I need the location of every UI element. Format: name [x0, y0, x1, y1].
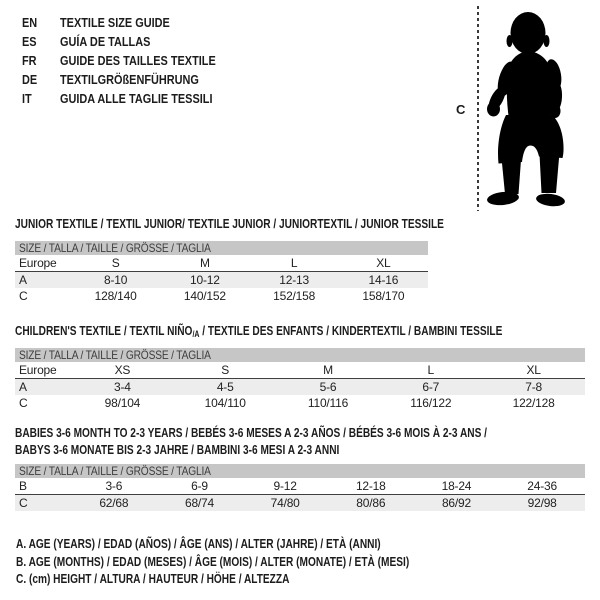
language-code: FR	[22, 53, 37, 68]
language-label: TEXTILE SIZE GUIDE	[60, 15, 170, 30]
size-cell: 104/110	[204, 396, 246, 410]
table-row	[15, 379, 585, 396]
table-row	[15, 495, 585, 512]
language-item-de	[22, 70, 245, 89]
row-label: B	[15, 478, 71, 495]
language-code: ES	[22, 34, 37, 49]
size-cell: 74/80	[242, 495, 328, 512]
childrens-textile-heading: CHILDREN'S TEXTILE / TEXTIL $NIÑO_{/A}$ / TEXTILE DES ENFANTS / KINDERTEXTIL / BAMBINI TESSILE	[15, 323, 503, 339]
size-cell: 92/98	[499, 495, 585, 512]
language-item-es	[22, 32, 245, 51]
junior-size-table	[15, 241, 428, 304]
footnote-a: A. AGE (YEARS) / EDAD (AÑOS) / ÂGE (ANS) / ALTER (JAHRE) / ETÀ (ANNI)	[16, 536, 381, 551]
language-item-fr	[22, 51, 245, 70]
row-label: A	[15, 379, 71, 396]
size-cell: 6-7	[379, 379, 482, 396]
size-cell: 86/92	[414, 495, 500, 512]
language-item-en	[22, 13, 245, 32]
size-cell: XL	[339, 255, 428, 272]
size-cell: 8-10	[71, 272, 160, 289]
row-label: Europe	[15, 255, 71, 272]
size-cell: 12-13	[250, 272, 339, 289]
footnote-c: C. (cm) HEIGHT / ALTURA / HAUTEUR / HÖHE / ALTEZZA	[16, 571, 290, 586]
size-cell: 68/74	[157, 495, 243, 512]
size-cell: 7-8	[482, 379, 585, 396]
size-cell: XS	[71, 362, 174, 379]
row-label: Europe	[15, 362, 71, 379]
table-row	[15, 395, 585, 411]
size-cell: 152/158	[273, 289, 316, 303]
size-cell: 80/86	[328, 495, 414, 512]
language-code: IT	[22, 91, 32, 106]
row-label: A	[15, 272, 71, 289]
size-cell: 24-36	[499, 478, 585, 495]
size-cell: 62/68	[71, 495, 157, 512]
size-cell: 10-12	[160, 272, 249, 289]
size-cell: XL	[482, 362, 585, 379]
size-cell: 5-6	[277, 379, 380, 396]
babies-textile-heading: BABIES 3-6 MONTH TO 2-3 YEARS / BEBÉS 3-6 MESES A 2-3 AÑOS / BÉBÉS 3-6 MOIS À 2-3 ANS / BABYS 3-6 MONATE BIS 2-3 JAHRE / BAMBINI 3-6 MESI A 2-3 ANNI	[15, 425, 487, 457]
baby-silhouette	[480, 1, 600, 215]
size-cell: S	[71, 255, 160, 272]
size-cell: 14-16	[339, 272, 428, 289]
size-cell: 158/170	[362, 289, 405, 303]
size-cell: 116/122	[410, 396, 452, 410]
height-label-c: C	[456, 102, 466, 117]
babies-size-table	[15, 464, 585, 511]
size-cell: 128/140	[94, 289, 137, 303]
table-row	[15, 272, 428, 289]
language-label: GUIDA ALLE TAGLIE TESSILI	[60, 91, 213, 106]
table-row	[15, 362, 585, 379]
size-cell: 122/128	[512, 396, 555, 410]
row-label: C	[19, 289, 28, 303]
size-cell: L	[379, 362, 482, 379]
table-row	[15, 288, 428, 304]
size-cell: L	[250, 255, 339, 272]
language-guide-list	[22, 13, 245, 108]
size-cell: 4-5	[174, 379, 277, 396]
size-cell: 110/116	[307, 396, 349, 410]
size-cell: 12-18	[328, 478, 414, 495]
size-header-bar: SIZE / TALLA / TAILLE / GRÖSSE / TAGLIA	[15, 241, 428, 255]
height-measure-line	[477, 6, 479, 211]
size-cell: 3-4	[71, 379, 174, 396]
size-cell: M	[160, 255, 249, 272]
size-header-bar: SIZE / TALLA / TAILLE / GRÖSSE / TAGLIA	[15, 348, 585, 362]
size-cell: 6-9	[157, 478, 243, 495]
footnote-b: B. AGE (MONTHS) / EDAD (MESES) / ÂGE (MOIS) / ALTER (MONATE) / ETÀ (MESI)	[16, 553, 410, 569]
footnotes	[16, 536, 520, 589]
table-row	[15, 478, 585, 495]
table-row	[15, 464, 585, 478]
table-row	[15, 241, 428, 255]
language-item-it	[22, 89, 245, 108]
size-cell: 18-24	[414, 478, 500, 495]
size-cell: 98/104	[104, 396, 141, 410]
size-cell: 140/152	[183, 289, 226, 303]
row-label: C	[15, 495, 71, 512]
language-label: TEXTILGRÖßENFÜHRUNG	[60, 72, 199, 87]
row-label: C	[19, 396, 28, 410]
size-cell: S	[174, 362, 277, 379]
childrens-size-table	[15, 348, 585, 411]
size-header-bar: SIZE / TALLA / TAILLE / GRÖSSE / TAGLIA	[15, 464, 585, 478]
table-row	[15, 348, 585, 362]
language-label: GUIDE DES TAILLES TEXTILE	[60, 53, 216, 68]
size-cell: 9-12	[242, 478, 328, 495]
language-code: EN	[22, 15, 38, 30]
size-cell: 3-6	[71, 478, 157, 495]
table-row	[15, 255, 428, 272]
language-code: DE	[22, 72, 38, 87]
size-cell: M	[277, 362, 380, 379]
junior-textile-heading: JUNIOR TEXTILE / TEXTIL JUNIOR/ TEXTILE JUNIOR / JUNIORTEXTIL / JUNIOR TESSILE	[15, 216, 444, 231]
language-label: GUÍA DE TALLAS	[60, 34, 151, 49]
nino-a-subscript: /A	[192, 329, 200, 339]
